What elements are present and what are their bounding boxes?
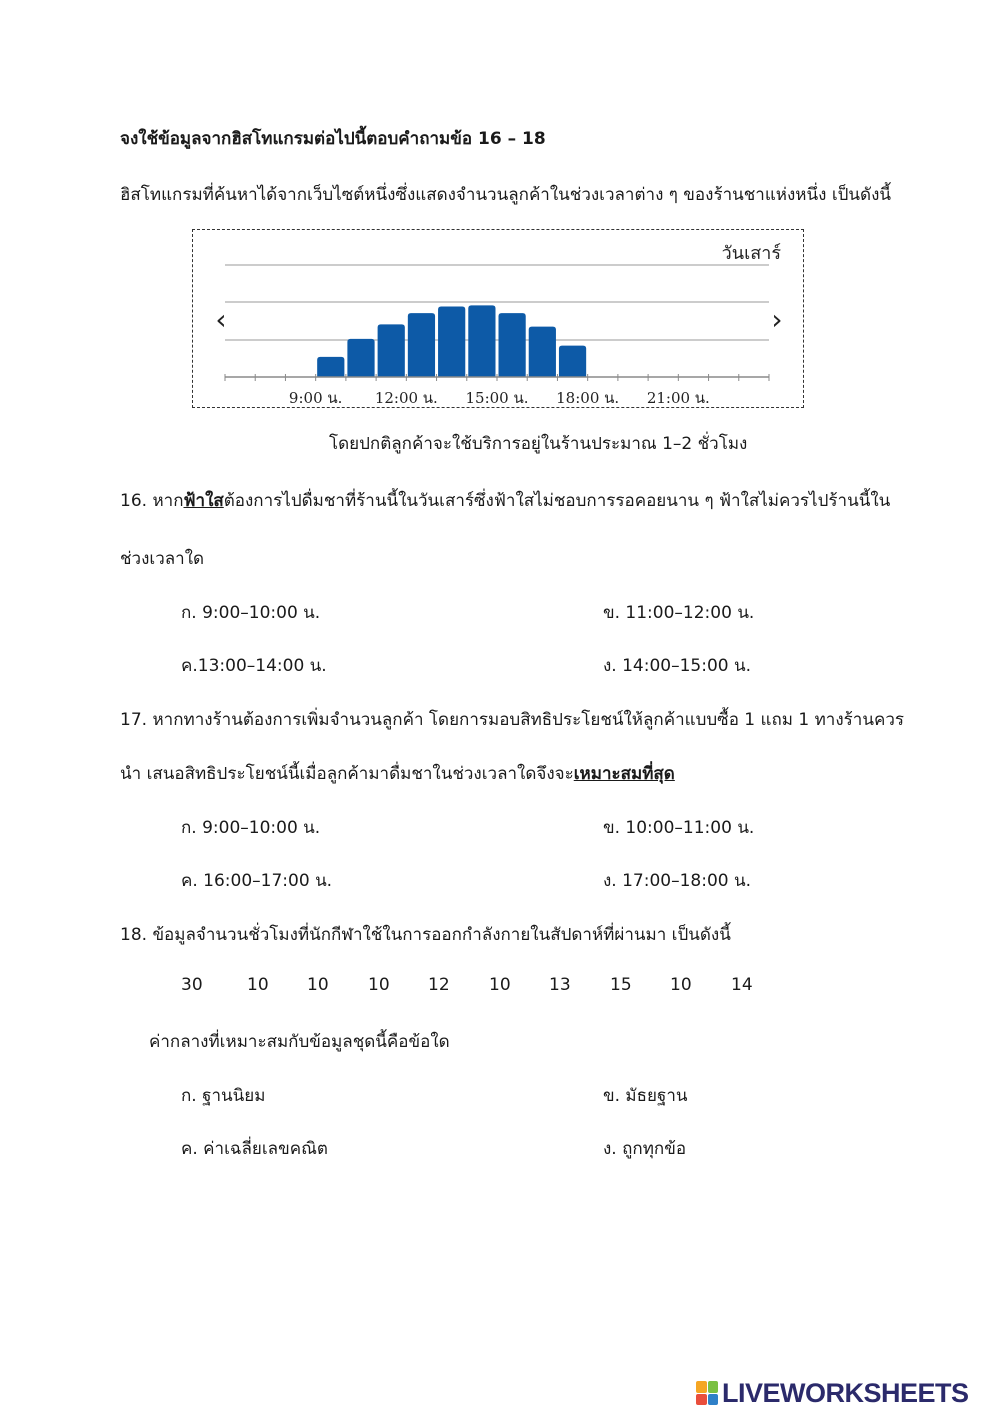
data-value: 10 [307, 975, 329, 995]
question-17-text: 17. หากทางร้านต้องการเพิ่มจำนวนลูกค้า โดยการมอบสิทธิประโยชน์ให้ลูกค้าแบบซื้อ 1 แถม 1 ทางร้านควร [120, 710, 905, 730]
q17-line2-text: นำ เสนอสิทธิประโยชน์นี้เมื่อลูกค้ามาดื่มชาในช่วงเวลาใดจึงจะ [120, 764, 574, 784]
q18-option-d[interactable]: ง. ถูกทุกข้อ [603, 1139, 687, 1159]
q18-option-a[interactable]: ก. ฐานนิยม [181, 1086, 266, 1106]
chart-title: วันเสาร์ [721, 243, 781, 264]
question-16-text [120, 487, 890, 514]
chevron-left-icon[interactable]: ‹ [215, 303, 227, 336]
histogram-chart [192, 229, 804, 408]
q18-option-b[interactable]: ข. มัธยฐาน [603, 1086, 688, 1106]
data-value: 10 [670, 975, 692, 995]
histogram-bar [529, 327, 556, 377]
instruction-heading: จงใช้ข้อมูลจากฮิสโทแกรมต่อไปนี้ตอบคำถามข้อ 16 – 18 [120, 129, 546, 149]
x-tick-label: 12:00 น. [374, 389, 438, 407]
liveworksheets-logo[interactable] [696, 1375, 969, 1411]
logo-square [708, 1381, 719, 1393]
logo-square [696, 1381, 707, 1393]
data-value: 30 [181, 975, 203, 995]
histogram-bar [347, 339, 374, 377]
q17-option-c[interactable]: ค. 16:00–17:00 น. [181, 871, 333, 891]
q16-option-d[interactable]: ง. 14:00–15:00 น. [603, 656, 752, 676]
q18-question: ค่ากลางที่เหมาะสมกับข้อมูลชุดนี้คือข้อใด [149, 1032, 450, 1052]
chart-caption: โดยปกติลูกค้าจะใช้บริการอยู่ในร้านประมาณ 1–2 ชั่วโมง [329, 434, 748, 454]
q16-option-b[interactable]: ข. 11:00–12:00 น. [603, 603, 755, 623]
q17-option-b[interactable]: ข. 10:00–11:00 น. [603, 818, 755, 838]
x-tick-label: 15:00 น. [465, 389, 529, 407]
chevron-right-icon[interactable]: › [771, 303, 783, 336]
q16-option-a[interactable]: ก. 9:00–10:00 น. [181, 603, 321, 623]
q16-name: ฟ้าใส [183, 491, 224, 511]
data-value: 13 [549, 975, 571, 995]
logo-square [696, 1394, 707, 1406]
logo-text: LIVEWORKSHEETS [722, 1377, 969, 1408]
data-value: 15 [610, 975, 632, 995]
histogram-intro: ฮิสโทแกรมที่ค้นหาได้จากเว็บไซต์หนึ่งซึ่งแสดงจำนวนลูกค้าในช่วงเวลาต่าง ๆ ของร้านชาแห่งหนึ่ง เป็นดังนี้ [120, 185, 892, 205]
question-17-line2 [120, 760, 675, 787]
q17-option-a[interactable]: ก. 9:00–10:00 น. [181, 818, 321, 838]
x-tick-label: 9:00 น. [288, 389, 343, 407]
histogram-svg [193, 230, 805, 409]
q17-emphasis: เหมาะสมที่สุด [573, 764, 675, 784]
question-16-line2: ช่วงเวลาใด [120, 549, 205, 569]
histogram-bar [559, 346, 586, 377]
data-value: 10 [489, 975, 511, 995]
x-tick-label: 21:00 น. [646, 389, 710, 407]
question-18-text: 18. ข้อมูลจำนวนชั่วโมงที่นักกีฬาใช้ในการออกกำลังกายในสัปดาห์ที่ผ่านมา เป็นดังนี้ [120, 925, 731, 945]
q18-option-c[interactable]: ค. ค่าเฉลี่ยเลขคณิต [181, 1139, 328, 1159]
histogram-bar [378, 324, 405, 377]
data-value: 10 [247, 975, 269, 995]
data-value: 14 [731, 975, 753, 995]
q17-option-d[interactable]: ง. 17:00–18:00 น. [603, 871, 752, 891]
q16-prefix: 16. หาก [120, 491, 184, 511]
histogram-bar [408, 313, 435, 377]
logo-square [708, 1394, 719, 1406]
q16-rest: ต้องการไปดื่มชาที่ร้านนี้ในวันเสาร์ซึ่งฟ้าใสไม่ชอบการรอคอยนาน ๆ ฟ้าใสไม่ควรไปร้านนี้ใน [223, 491, 891, 511]
histogram-bar [499, 313, 526, 377]
x-tick-label: 18:00 น. [556, 389, 620, 407]
histogram-bar [438, 306, 465, 377]
data-value: 12 [428, 975, 450, 995]
q16-option-c[interactable]: ค.13:00–14:00 น. [181, 656, 327, 676]
histogram-bar [468, 305, 495, 377]
data-value: 10 [368, 975, 390, 995]
logo-mark-icon [696, 1381, 718, 1405]
histogram-bar [317, 357, 344, 377]
